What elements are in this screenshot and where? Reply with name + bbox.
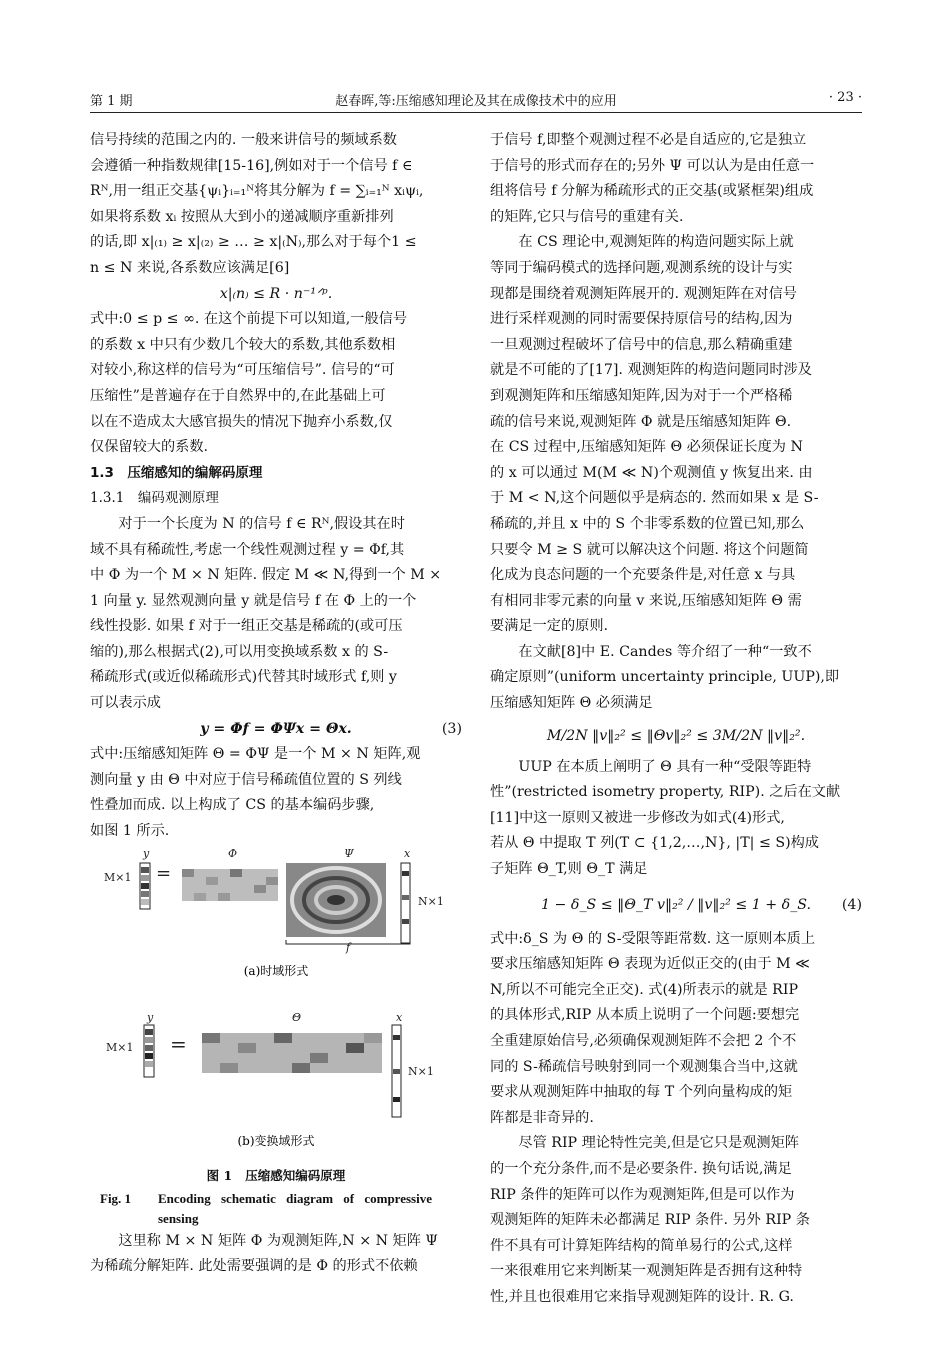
equation-3-row xyxy=(90,717,462,743)
text-line: 性,并且也很难用它来指导观测矩阵的设计. R. G. xyxy=(490,1288,794,1305)
fig-a-subcaption: (a)时域形式 xyxy=(243,963,309,978)
fig-a-equals: = xyxy=(156,862,172,884)
left-para-5 xyxy=(90,1229,462,1280)
text-line: 就是不可能的了[17]. 观测矩阵的构造问题同时涉及 xyxy=(490,362,812,379)
right-para-5 xyxy=(490,927,862,1132)
fig-a-label-y: y xyxy=(143,846,150,860)
figure-1-caption-cn-label: 图 1 xyxy=(206,1167,233,1183)
text-line: 可以表示成 xyxy=(90,695,161,712)
text-line: 式中:0 ≤ p ≤ ∞. 在这个前提下可以知道,一般信号 xyxy=(90,311,408,328)
equation-3-number: (3) xyxy=(441,720,462,737)
text-line: 的矩阵,它只与信号的重建有关. xyxy=(490,208,684,225)
text-line: 的话,即 x|₍₁₎ ≥ x|₍₂₎ ≥ … ≥ x|₍N₎,那么对于每个1 ≤ xyxy=(90,234,417,251)
text-line: 测向量 y 由 Θ 中对应于信号稀疏值位置的 S 列线 xyxy=(90,771,402,788)
text-line: 等同于编码模式的选择问题,观测系统的设计与实 xyxy=(490,259,793,276)
figure-1 xyxy=(90,845,462,1229)
fig-b-y-vector xyxy=(144,1025,154,1077)
right-column xyxy=(490,128,862,1311)
text-line: 式中:δ_S 为 Θ 的 S-受限等距常数. 这一原则本质上 xyxy=(490,930,816,947)
text-line: 要求从观测矩阵中抽取的每 T 个列向量构成的矩 xyxy=(490,1084,793,1101)
text-line: 性”(restricted isometry property, RIP). 之后在文献 xyxy=(490,784,841,801)
text-line: 于 M < N,这个问题似乎是病态的. 然而如果 x 是 S- xyxy=(490,490,819,507)
text-line: 现都是围绕着观测矩阵展开的. 观测矩阵在对信号 xyxy=(490,285,797,302)
text-line: 压缩性”是普遍存在于自然界中的,在此基础上可 xyxy=(90,387,386,404)
text-line: 进行采样观测的同时需要保持原信号的结构,因为 xyxy=(490,311,793,328)
right-para-1 xyxy=(490,128,862,230)
text-line: 在文献[8]中 E. Candes 等介绍了一种“一致不 xyxy=(518,643,812,660)
equation-4-number: (4) xyxy=(841,896,862,913)
text-line: 阵都是非奇异的. xyxy=(490,1109,594,1126)
equation-power-law: x|₍n₎ ≤ R · n⁻¹ᐟᵖ. xyxy=(219,285,333,302)
text-line: 式中:压缩感知矩阵 Θ = ΦΨ 是一个 M × N 矩阵,观 xyxy=(90,746,421,763)
figure-1-caption-cn-text: 压缩感知编码原理 xyxy=(245,1167,346,1183)
text-line: 观测矩阵的矩阵未必都满足 RIP 条件. 另外 RIP 条 xyxy=(490,1212,810,1229)
section-heading: 1.3 压缩感知的编解码原理 xyxy=(90,464,263,481)
text-line: 的 x 可以通过 M(M ≪ N)个观测值 y 恢复出来. 由 xyxy=(490,464,813,481)
header-rule xyxy=(90,112,862,113)
subsection-heading: 1.3.1 编码观测原理 xyxy=(90,490,219,507)
fig-b-theta-matrix xyxy=(202,1033,382,1073)
text-line: 性叠加而成. 以上构成了 CS 的基本编码步骤, xyxy=(90,797,375,814)
text-line: 要满足一定的原则. xyxy=(490,618,609,635)
text-line: 一来很难用它来判断某一观测矩阵是否拥有这种特 xyxy=(490,1263,803,1280)
text-line: 化成为良态问题的一个充要条件是,对任意 x 与具 xyxy=(490,567,796,584)
equation-uup: M/2N ‖v‖₂² ≤ ‖Θv‖₂² ≤ 3M/2N ‖v‖₂². xyxy=(546,727,806,744)
text-line: 于信号 f,即整个观测过程不必是自适应的,它是独立 xyxy=(490,132,807,148)
left-para-2 xyxy=(90,307,462,461)
text-line: 同的 S-稀疏信号映射到同一个观测集合当中,这就 xyxy=(490,1058,798,1075)
text-line: 缩的),那么根据式(2),可以用变换域系数 x 的 S- xyxy=(90,643,389,660)
text-line: 以在不造成太大感官损失的情况下抛弃小系数,仅 xyxy=(90,413,393,430)
text-line: Rᴺ,用一组正交基{ψᵢ}ᵢ₌₁ᴺ将其分解为 f = ∑ᵢ₌₁ᴺ xᵢψᵢ, xyxy=(90,183,424,200)
text-line: 到观测矩阵和压缩感知矩阵,因为对于一个严格稀 xyxy=(490,387,793,404)
text-line: 会遵循一种指数规律[15-16],例如对于一个信号 f ∈ xyxy=(90,157,413,174)
fig-a-label-phi: Φ xyxy=(228,846,238,860)
equation-4-row xyxy=(490,883,862,927)
text-line: 尽管 RIP 理论特性完美,但是它只是观测矩阵 xyxy=(518,1135,799,1152)
text-line: 这里称 M × N 矩阵 Φ 为观测矩阵,N × N 矩阵 Ψ xyxy=(118,1232,438,1249)
text-line: N,所以不可能完全正交). 式(4)所表示的就是 RIP xyxy=(490,981,799,998)
fig-a-x-vector xyxy=(401,863,410,943)
text-line: 中 Φ 为一个 M × N 矩阵. 假定 M ≪ N,得到一个 M × xyxy=(90,567,442,584)
text-line: 在 CS 过程中,压缩感知矩阵 Θ 必须保证长度为 N xyxy=(490,439,803,456)
page-header xyxy=(90,86,862,112)
fig-b-label-nx1: N×1 xyxy=(408,1064,434,1078)
figure-1-caption-cn xyxy=(90,1165,462,1187)
text-line: 如果将系数 xᵢ 按照从大到小的递减顺序重新排列 xyxy=(90,208,394,225)
fig-a-label-x: x xyxy=(404,846,411,860)
fig-b-subcaption: (b)变换域形式 xyxy=(237,1133,315,1148)
text-line: 的一个充分条件,而不是必要条件. 换句话说,满足 xyxy=(490,1160,792,1177)
fig-b-label-mx1: M×1 xyxy=(106,1040,134,1054)
text-line: 稀疏形式(或近似稀疏形式)代替其时域形式 f,则 y xyxy=(90,669,397,686)
text-line: 要求压缩感知矩阵 Θ 表现为近似正交的(由于 M ≪ xyxy=(490,956,810,973)
text-line: UUP 在本质上阐明了 Θ 具有一种“受限等距特 xyxy=(518,758,812,775)
text-line: 稀疏的,并且 x 中的 S 个非零系数的位置已知,那么 xyxy=(490,515,805,532)
text-line: 确定原则”(uniform uncertainty principle, UUP),即 xyxy=(490,669,840,686)
text-line: 组将信号 f 分解为稀疏形式的正交基(或紧框架)组成 xyxy=(490,183,814,200)
text-line: 压缩感知矩阵 Θ 必须满足 xyxy=(490,695,653,712)
text-line: 的系数 x 中只有少数几个较大的系数,其他系数相 xyxy=(90,336,396,353)
text-line: 一旦观测过程破坏了信号中的信息,那么精确重建 xyxy=(490,336,793,353)
figure-1-caption-en-label: Fig. 1 xyxy=(100,1190,132,1206)
text-line: 1 向量 y. 显然观测向量 y 就是信号 f 在 Φ 上的一个 xyxy=(90,592,417,609)
page-number: · 23 · xyxy=(828,90,862,105)
right-para-4 xyxy=(490,755,862,883)
fig-a-label-nx1: N×1 xyxy=(418,894,444,908)
text-line: 信号持续的范围之内的. 一般来讲信号的频域系数 xyxy=(90,132,397,148)
text-line: 在 CS 理论中,观测矩阵的构造问题实际上就 xyxy=(518,234,794,251)
fig-b-label-x: x xyxy=(396,1010,403,1024)
fig-a-label-f: f xyxy=(346,940,351,954)
text-line: 只要令 M ≥ S 就可以解决这个问题. 将这个问题简 xyxy=(490,541,809,558)
text-line: 对较小,称这样的信号为“可压缩信号”. 信号的“可 xyxy=(90,362,395,379)
running-title: 赵春晖,等:压缩感知理论及其在成像技术中的应用 xyxy=(335,94,617,109)
fig-b-x-vector xyxy=(392,1025,401,1117)
text-line: 于信号的形式而存在的;另外 Ψ 可以认为是由任意一 xyxy=(490,157,815,174)
fig-a-label-mx1: M×1 xyxy=(104,870,132,884)
text-line: 为稀疏分解矩阵. 此处需要强调的是 Φ 的形式不依赖 xyxy=(90,1258,418,1275)
fig-a-y-vector xyxy=(140,863,150,909)
figure-1-caption-en xyxy=(90,1187,462,1229)
text-line: 件不具有可计算矩阵结构的简单易行的公式,这样 xyxy=(490,1237,793,1254)
right-para-2 xyxy=(490,230,862,640)
text-line: 全重建原始信号,必须确保观测矩阵不会把 2 个不 xyxy=(490,1033,797,1049)
fig-b-equals: = xyxy=(170,1031,187,1056)
fig-b-label-theta: Θ xyxy=(292,1010,302,1024)
text-line: RIP 条件的矩阵可以作为观测矩阵,但是可以作为 xyxy=(490,1186,795,1203)
equation-4: 1 − δ_S ≤ ‖Θ_T v‖₂² / ‖v‖₂² ≤ 1 + δ_S. xyxy=(540,896,812,913)
left-para-1 xyxy=(90,128,462,282)
left-column xyxy=(90,128,462,1280)
left-para-3 xyxy=(90,512,462,717)
text-line: 如图 1 所示. xyxy=(90,823,170,840)
text-line: 有相同非零元素的向量 v 来说,压缩感知矩阵 Θ 需 xyxy=(490,592,802,609)
text-line: 仅保留较大的系数. xyxy=(90,439,209,456)
fig-a-phi-matrix xyxy=(182,869,278,901)
text-line: 子矩阵 Θ_T,则 Θ_T 满足 xyxy=(490,861,648,878)
text-line: 的具体形式,RIP 从本质上说明了一个问题:要想完 xyxy=(490,1007,800,1024)
fig-b-label-y: y xyxy=(147,1010,154,1024)
right-para-6 xyxy=(490,1131,862,1310)
equation-3: y = Φf = ΦΨx = Θx. xyxy=(200,720,352,737)
text-line: 若从 Θ 中提取 T 列(T ⊂ {1,2,…,N}, |T| ≤ S)构成 xyxy=(490,835,819,852)
figure-1-diagram xyxy=(90,845,462,1165)
right-para-3 xyxy=(490,640,862,717)
figure-1-caption-en-text: Encoding schematic diagram of compressive sensing xyxy=(158,1190,432,1226)
fig-a-label-psi: Ψ xyxy=(344,846,354,860)
issue-number: 第 1 期 xyxy=(90,94,133,109)
text-line: 线性投影. 如果 f 对于一组正交基是稀疏的(或可压 xyxy=(90,618,403,635)
text-line: 疏的信号来说,观测矩阵 Φ 就是压缩感知矩阵 Θ. xyxy=(490,413,792,430)
text-line: n ≤ N 来说,各系数应该满足[6] xyxy=(90,259,290,276)
fig-a-psi-matrix xyxy=(286,863,386,937)
text-line: [11]中这一原则又被进一步修改为如式(4)形式, xyxy=(490,809,785,826)
text-line: 域不具有稀疏性,考虑一个线性观测过程 y = Φf,其 xyxy=(90,541,405,558)
text-line: 对于一个长度为 N 的信号 f ∈ Rᴺ,假设其在时 xyxy=(118,515,405,532)
left-para-4 xyxy=(90,742,462,844)
